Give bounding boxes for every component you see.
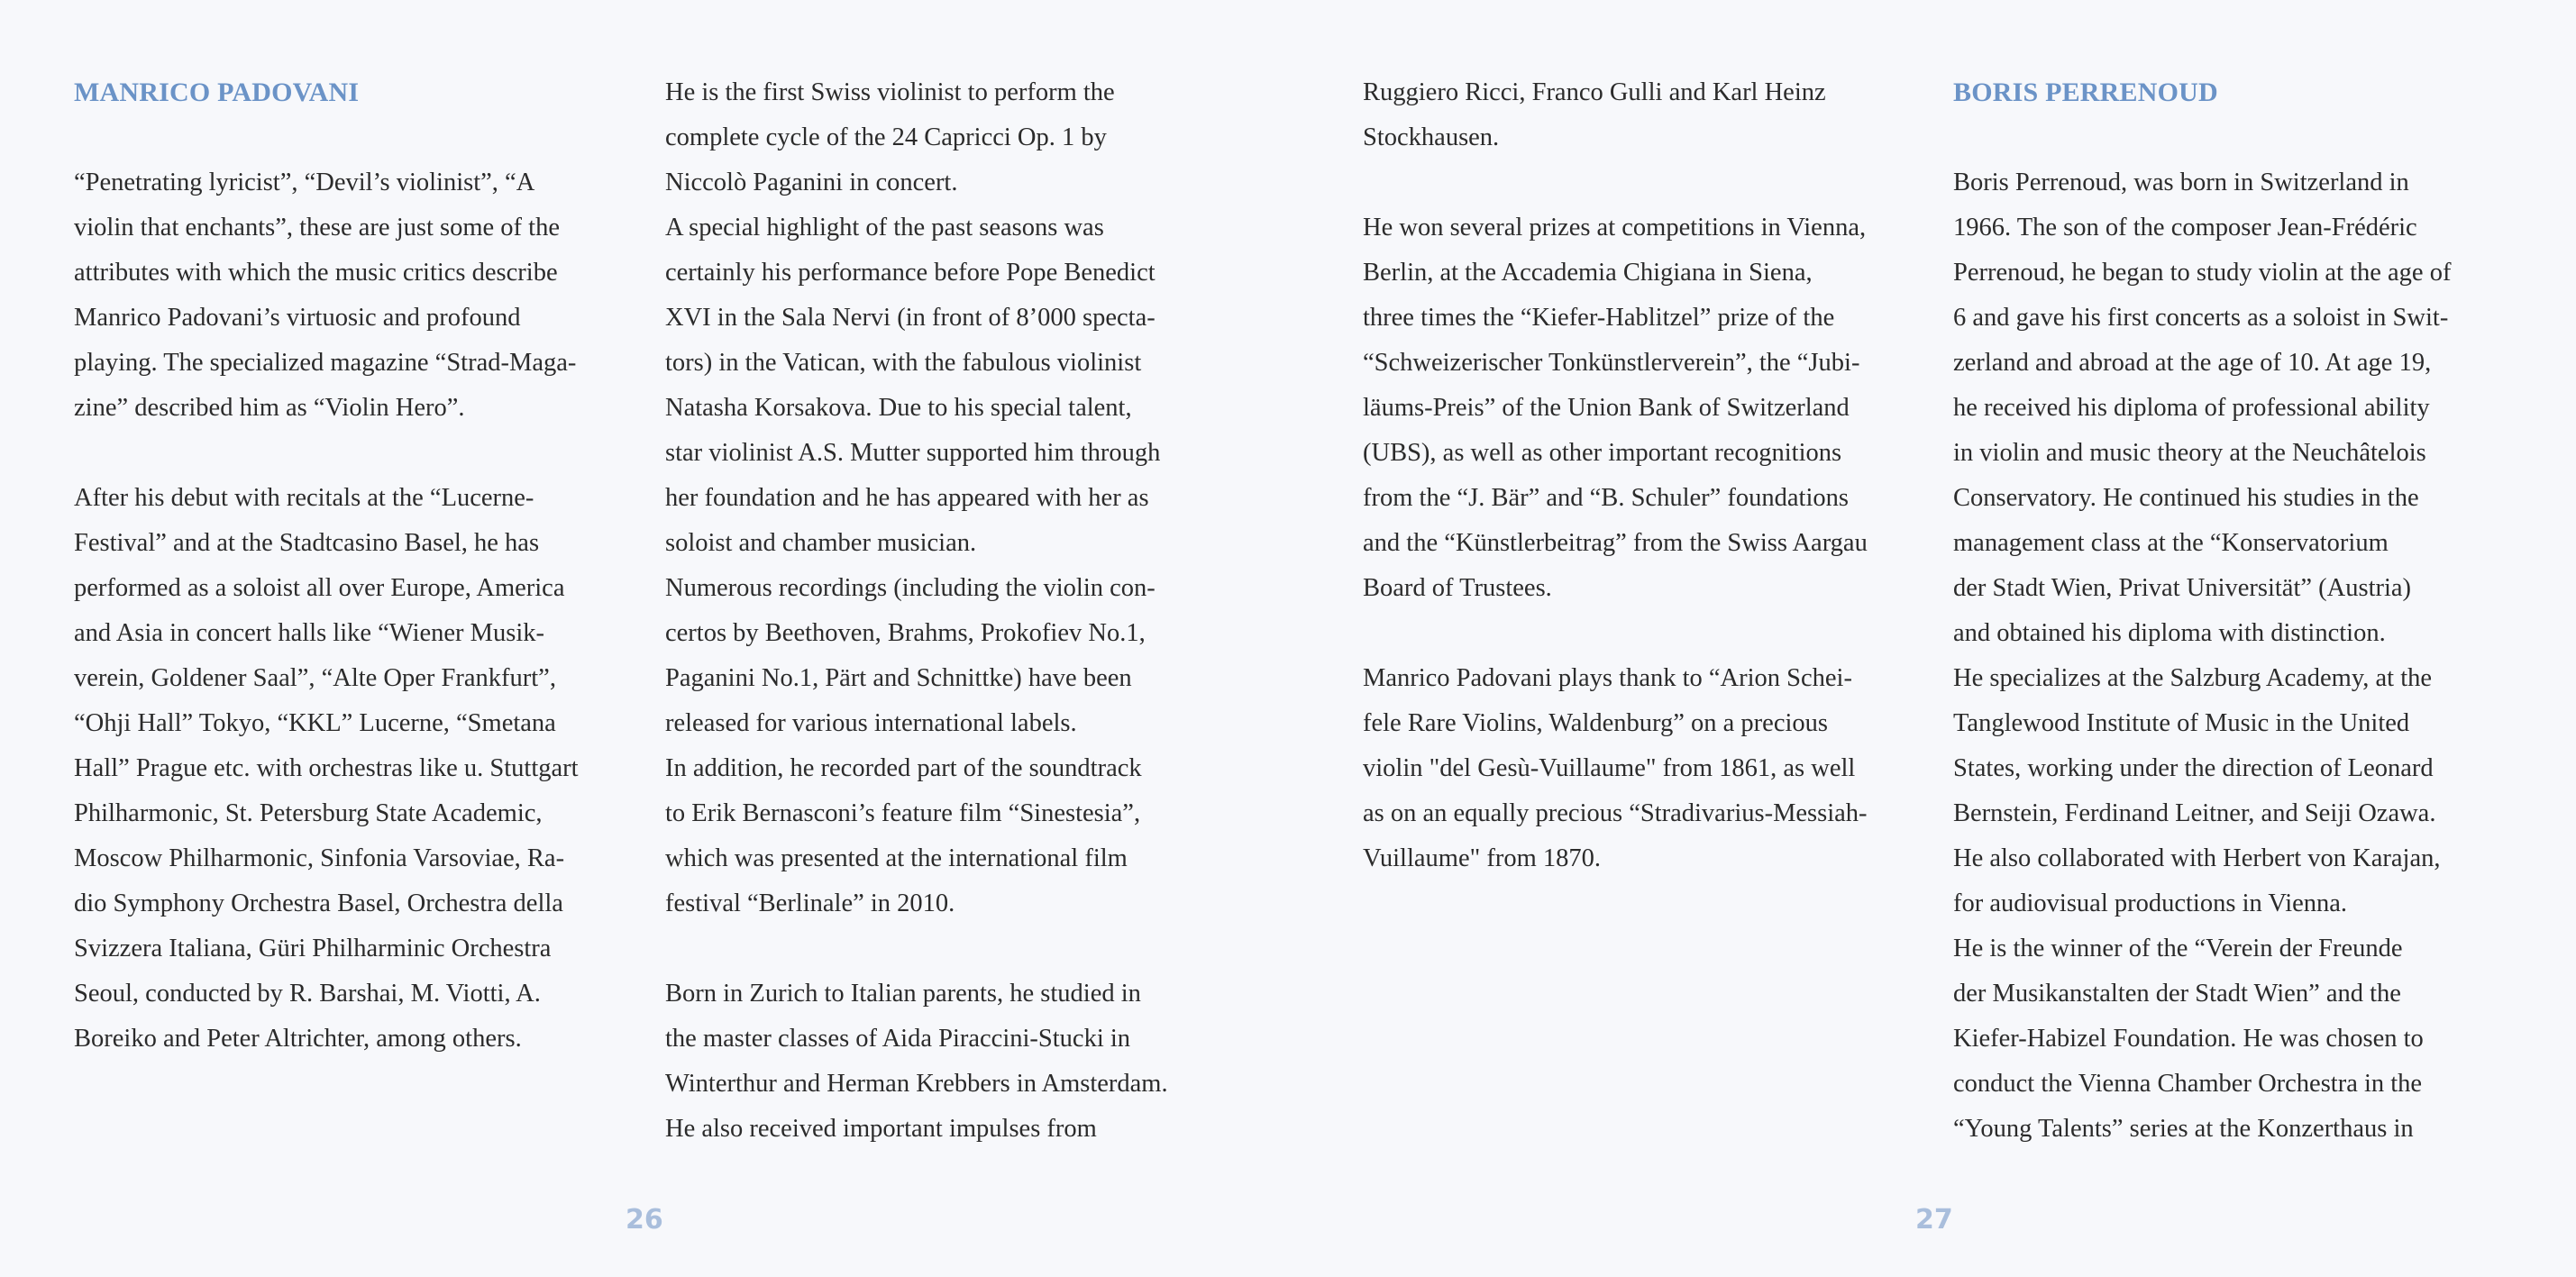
paragraph: In addition, he recorded part of the soundtrack to Erik Bernasconi’s feature film “Sinestesia”, which was presented at the international film festival “Berlinale” in 2010. (665, 754, 1142, 917)
paragraph: Manrico Padovani plays thank to “Arion Schei- fele Rare Violins, Waldenburg” on a precious violin "del Gesù-Vuillaume" from 1861, as well as on an equally precious “Stradivarius-Messiah- Vuillaume" from 1870. (1363, 664, 1868, 872)
paragraph: He is the first Swiss violinist to perform the complete cycle of the 24 Capricci Op. 1 by Niccolò Paganini in concert. (665, 78, 1115, 196)
left-column-1 (74, 70, 628, 1062)
left-column-2 (665, 70, 1215, 1152)
paragraph: Ruggiero Ricci, Franco Gulli and Karl Heinz Stockhausen. (1363, 78, 1826, 151)
page-number-left: 26 (626, 1204, 663, 1236)
section-heading-perrenoud: BORIS PERRENOUD (1953, 78, 2218, 107)
paragraph: Boris Perrenoud, was born in Switzerland in 1966. The son of the composer Jean-Frédéric Perrenoud, he began to study violin at the age of 6 and gave his first concerts as a soloist in Swit- zerland and abroad at the age of 10. At age 19, he received his diploma of professional ability in violin and music theory at the Neuchâtelois Conservatory. He continued his studies in the management class at the “Konservatorium der Stadt Wien, Privat Universität” (Austria) and obtained his diploma with distinction. (1953, 169, 2452, 647)
paragraph: Numerous recordings (including the violin con- certos by Beethoven, Brahms, Prokofiev No.1, Paganini No.1, Pärt and Schnittke) have been released for various international labels. (665, 574, 1156, 737)
paragraph: He is the winner of the “Verein der Freunde der Musikanstalten der Stadt Wien” and the Kiefer-Habizel Foundation. He was chosen to conduct the Vienna Chamber Orchestra in the “Young Talents” series at the Konzerthaus in (1953, 935, 2424, 1143)
paragraph: A special highlight of the past seasons was certainly his performance before Pope Benedict XVI in the Sala Nervi (in front of 8’000 specta- tors) in the Vatican, with the fabulous violinist Natasha Korsakova. Due to his special talent, star violinist A.S. Mutter supported him through her foundation and he has appeared with her as soloist and chamber musician. (665, 214, 1161, 557)
paragraph: He won several prizes at competitions in Vienna, Berlin, at the Accademia Chigiana in Siena, three times the “Kiefer-Hablitzel” prize of the “Schweizerischer Tonkünstlerverein”, the “Jubi- läums-Preis” of the Union Bank of Switzerland (UBS), as well as other important recognitions from the “J. Bär” and “B. Schuler” foundations and the “Künstlerbeitrag” from the Swiss Aargau Board of Trustees. (1363, 214, 1868, 602)
page-number-right: 27 (1915, 1204, 1953, 1236)
section-heading-padovani: MANRICO PADOVANI (74, 78, 360, 107)
paragraph: Born in Zurich to Italian parents, he studied in the master classes of Aida Piraccini-Stucki in Winterthur and Herman Krebbers in Amsterdam. He also received important impulses from (665, 980, 1168, 1143)
paragraph: After his debut with recitals at the “Lucerne- Festival” and at the Stadtcasino Basel, he has performed as a soloist all over Europe, America and Asia in concert halls like “Wiener Musik- verein, Goldener Saal”, “Alte Oper Frankfurt”, “Ohji Hall” Tokyo, “KKL” Lucerne, “Smetana Hall” Prague etc. with orchestras like u. Stuttgart Philharmonic, St. Petersburg State Academic, Moscow Philharmonic, Sinfonia Varsoviae, Ra- dio Symphony Orchestra Basel, Orchestra della Svizzera Italiana, Güri Philharminic Orchestra Seoul, conducted by R. Barshai, M. Viotti, A. Boreiko and Peter Altrichter, among others. (74, 484, 579, 1053)
right-column-2 (1953, 70, 2507, 1152)
paragraph: He specializes at the Salzburg Academy, at the Tanglewood Institute of Music in the United States, working under the direction of Leonard Bernstein, Ferdinand Leitner, and Seiji Ozawa. He also collaborated with Herbert von Karajan, for audiovisual productions in Vienna. (1953, 664, 2441, 917)
right-column-1 (1363, 70, 1917, 881)
paragraph: “Penetrating lyricist”, “Devil’s violinist”, “A violin that enchants”, these are just some of the attributes with which the music critics describe Manrico Padovani’s virtuosic and profound playing. The specialized magazine “Strad-Maga- zine” described him as “Violin Hero”. (74, 169, 577, 422)
